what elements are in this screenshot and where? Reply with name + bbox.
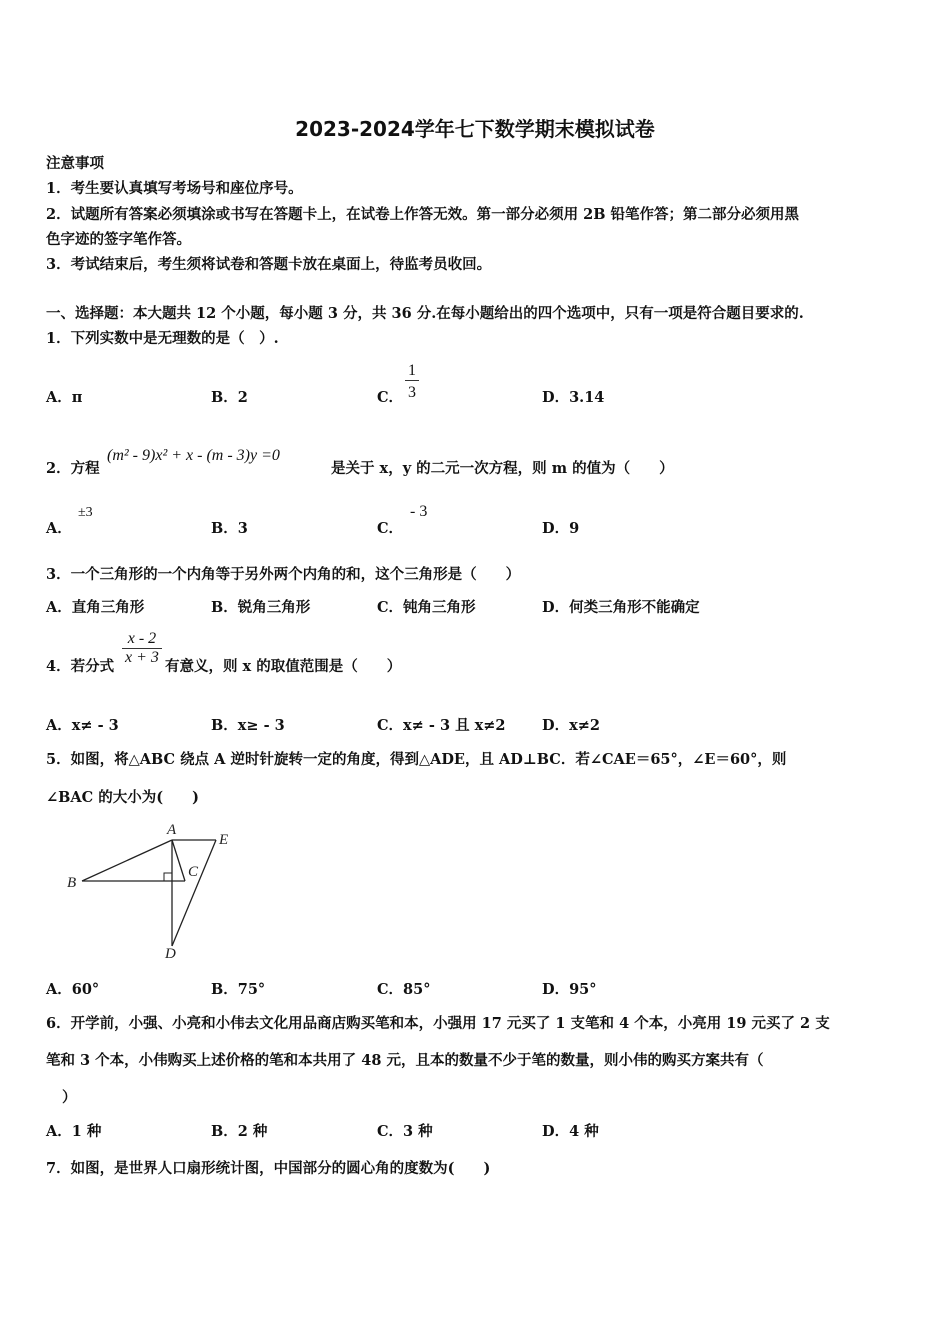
question-4-prefix: 4．若分式 [46, 658, 115, 675]
q2-option-b[interactable]: B．3 [211, 520, 248, 537]
q5-option-a[interactable]: A．60° [46, 981, 100, 998]
q5-triangle-figure [60, 818, 250, 963]
notice-item: 3．考试结束后，考生须将试卷和答题卡放在桌面上，待监考员收回。 [46, 256, 492, 273]
q2-option-c-value: - 3 [410, 503, 428, 520]
q4-option-c[interactable]: C．x≠ - 3 且 x≠2 [377, 717, 506, 734]
q1-option-b[interactable]: B．2 [211, 389, 248, 406]
q5-option-d[interactable]: D．95° [542, 981, 597, 998]
q1-option-c-fraction [405, 362, 419, 401]
q1-option-d[interactable]: D．3.14 [542, 389, 605, 406]
question-2-suffix: 是关于 x，y 的二元一次方程，则 m 的值为（ ） [331, 460, 674, 477]
question-3-stem: 3．一个三角形的一个内角等于另外两个内角的和，这个三角形是（ ） [46, 566, 521, 583]
q1-option-c[interactable]: C． [377, 389, 404, 406]
label-d: D [165, 946, 176, 962]
segment-ab [82, 840, 172, 881]
q2-option-a[interactable]: A． [46, 520, 72, 537]
q4-option-b[interactable]: B．x≥ - 3 [211, 717, 285, 734]
label-e: E [219, 832, 229, 848]
q1-option-a[interactable]: A．π [46, 389, 83, 406]
q3-option-b[interactable]: B．锐角三角形 [211, 599, 311, 616]
q6-option-b[interactable]: B．2 种 [211, 1123, 268, 1140]
fraction-denominator: 3 [405, 380, 419, 402]
segment-ed [172, 840, 216, 946]
label-a: A [167, 822, 177, 838]
question-6-line-1: 6．开学前，小强、小亮和小伟去文化用品商店购买笔和本，小强用 17 元买了 1 支笔和 4 个本，小亮用 19 元买了 2 支 [46, 1015, 830, 1032]
question-5-line-2: ∠BAC 的大小为( ) [46, 789, 199, 806]
notice-item: 1．考生要认真填写考场号和座位序号。 [46, 180, 303, 197]
q2-option-c[interactable]: C． [377, 520, 404, 537]
notice-heading: 注意事项 [46, 155, 104, 172]
q4-option-a[interactable]: A．x≠ - 3 [46, 717, 119, 734]
section-heading: 一、选择题：本大题共 12 个小题，每小题 3 分，共 36 分.在每小题给出的四个选项中，只有一项是符合题目要求的. [46, 305, 804, 322]
q2-option-d[interactable]: D．9 [542, 520, 580, 537]
fraction-denominator: x + 3 [125, 648, 159, 666]
notice-item: 色字迹的签字笔作答。 [46, 231, 191, 248]
question-2-prefix: 2．方程 [46, 460, 100, 477]
q2-option-a-value: ±3 [78, 505, 93, 520]
q3-option-a[interactable]: A．直角三角形 [46, 599, 145, 616]
question-1-stem: 1．下列实数中是无理数的是（ ）. [46, 330, 279, 347]
q3-option-c[interactable]: C．钝角三角形 [377, 599, 476, 616]
q3-option-d[interactable]: D．何类三角形不能确定 [542, 599, 700, 616]
question-5-line-1: 5．如图，将△ABC 绕点 A 逆时针旋转一定的角度，得到△ADE，且 AD⊥BC．若∠CAE＝65°，∠E＝60°，则 [46, 751, 787, 768]
question-6-line-2: 笔和 3 个本，小伟购买上述价格的笔和本共用了 48 元，且本的数量不少于笔的数量，则小伟的购买方案共有（ [46, 1052, 764, 1069]
page-title: 2023-2024学年七下数学期末模拟试卷 [295, 117, 655, 141]
label-c: C [188, 864, 199, 880]
question-6-line-3: ） [62, 1089, 77, 1106]
q5-option-b[interactable]: B．75° [211, 981, 266, 998]
q6-option-d[interactable]: D．4 种 [542, 1123, 599, 1140]
q5-option-c[interactable]: C．85° [377, 981, 431, 998]
segment-ac [172, 840, 185, 881]
fraction-numerator: 1 [408, 362, 416, 379]
question-2-equation: (m² - 9)x² + x - (m - 3)y =0 [107, 447, 280, 464]
question-4-fraction [122, 630, 162, 666]
fraction-numerator: x - 2 [122, 630, 162, 649]
q6-option-a[interactable]: A．1 种 [46, 1123, 102, 1140]
label-b: B [67, 875, 77, 891]
q4-option-d[interactable]: D．x≠2 [542, 717, 600, 734]
question-4-suffix: 有意义，则 x 的取值范围是（ ） [165, 658, 402, 675]
q6-option-c[interactable]: C．3 种 [377, 1123, 433, 1140]
question-7-stem: 7．如图，是世界人口扇形统计图，中国部分的圆心角的度数为( ) [46, 1160, 491, 1177]
notice-item: 2．试题所有答案必须填涂或书写在答题卡上，在试卷上作答无效。第一部分必须用 2B 铅笔作答；第二部分必须用黑 [46, 206, 800, 223]
right-angle-mark [164, 873, 172, 881]
